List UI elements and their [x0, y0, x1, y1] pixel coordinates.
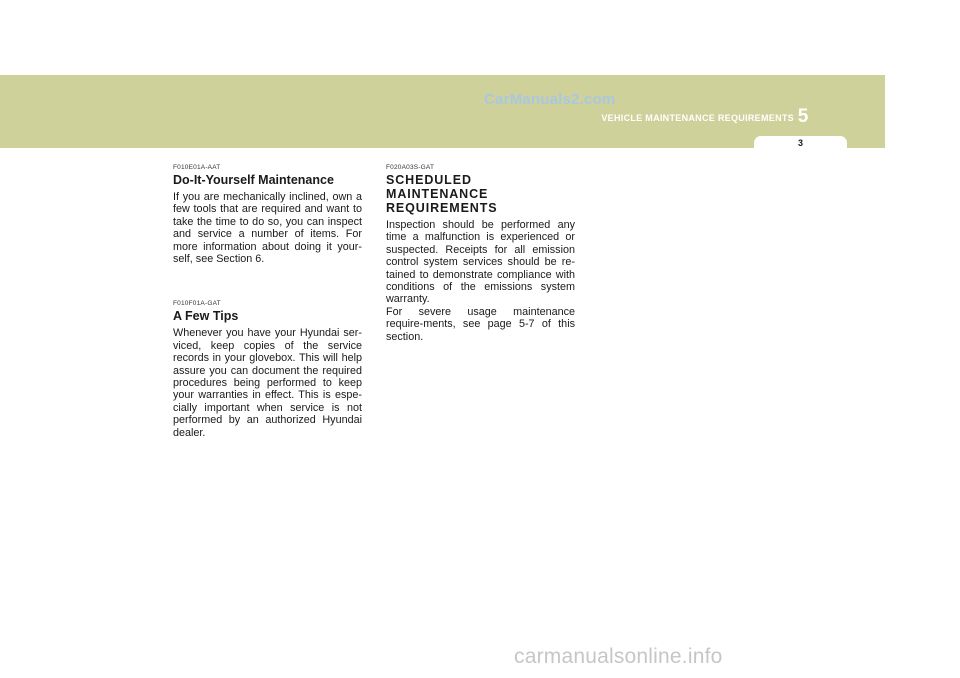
scheduled-maintenance-section	[386, 164, 575, 343]
section-heading: Do-It-Yourself Maintenance	[173, 173, 334, 187]
page-number: 3	[797, 138, 803, 148]
right-column	[386, 164, 575, 378]
section-code: F010E01A-AAT	[173, 164, 221, 171]
section-heading: SCHEDULED MAINTENANCE REQUIREMENTS	[386, 173, 498, 215]
section-heading: A Few Tips	[173, 309, 239, 324]
section-code: F010F01A-GAT	[173, 300, 221, 308]
section-paragraph: Inspection should be performed any time a malfunction is experienced or suspected. Receipts for all emission control system services should be re-tained to demonstrate compliance with conditions of the emissions system warranty.	[386, 219, 575, 306]
header-band	[0, 75, 885, 148]
section-title: VEHICLE MAINTENANCE REQUIREMENTS	[601, 113, 794, 123]
footer-watermark: carmanualsonline.info	[514, 645, 723, 668]
section-paragraph: Whenever you have your Hyundai ser-viced, keep copies of the service records in your glovebox. This will help assure you can document the required procedures being performed to keep your warranties in effect. This is espe-cially important when service is not performed by an authorized Hyundai dealer.	[173, 327, 362, 439]
few-tips-section	[173, 300, 362, 439]
chapter-number: 5	[797, 106, 809, 127]
top-watermark: CarManuals2.com	[484, 91, 616, 108]
diy-maintenance-section	[173, 164, 362, 265]
left-column	[173, 164, 362, 474]
section-paragraph: If you are mechanically inclined, own a few tools that are required and want to take the time to do so, you can inspect and service a number of items. For more information about doing it your-self, see Section 6.	[173, 191, 362, 266]
section-code: F020A03S-GAT	[386, 164, 435, 171]
section-paragraph-severe-usage: For severe usage maintenance require-ments, see page 5-7 of this section.	[386, 305, 575, 343]
